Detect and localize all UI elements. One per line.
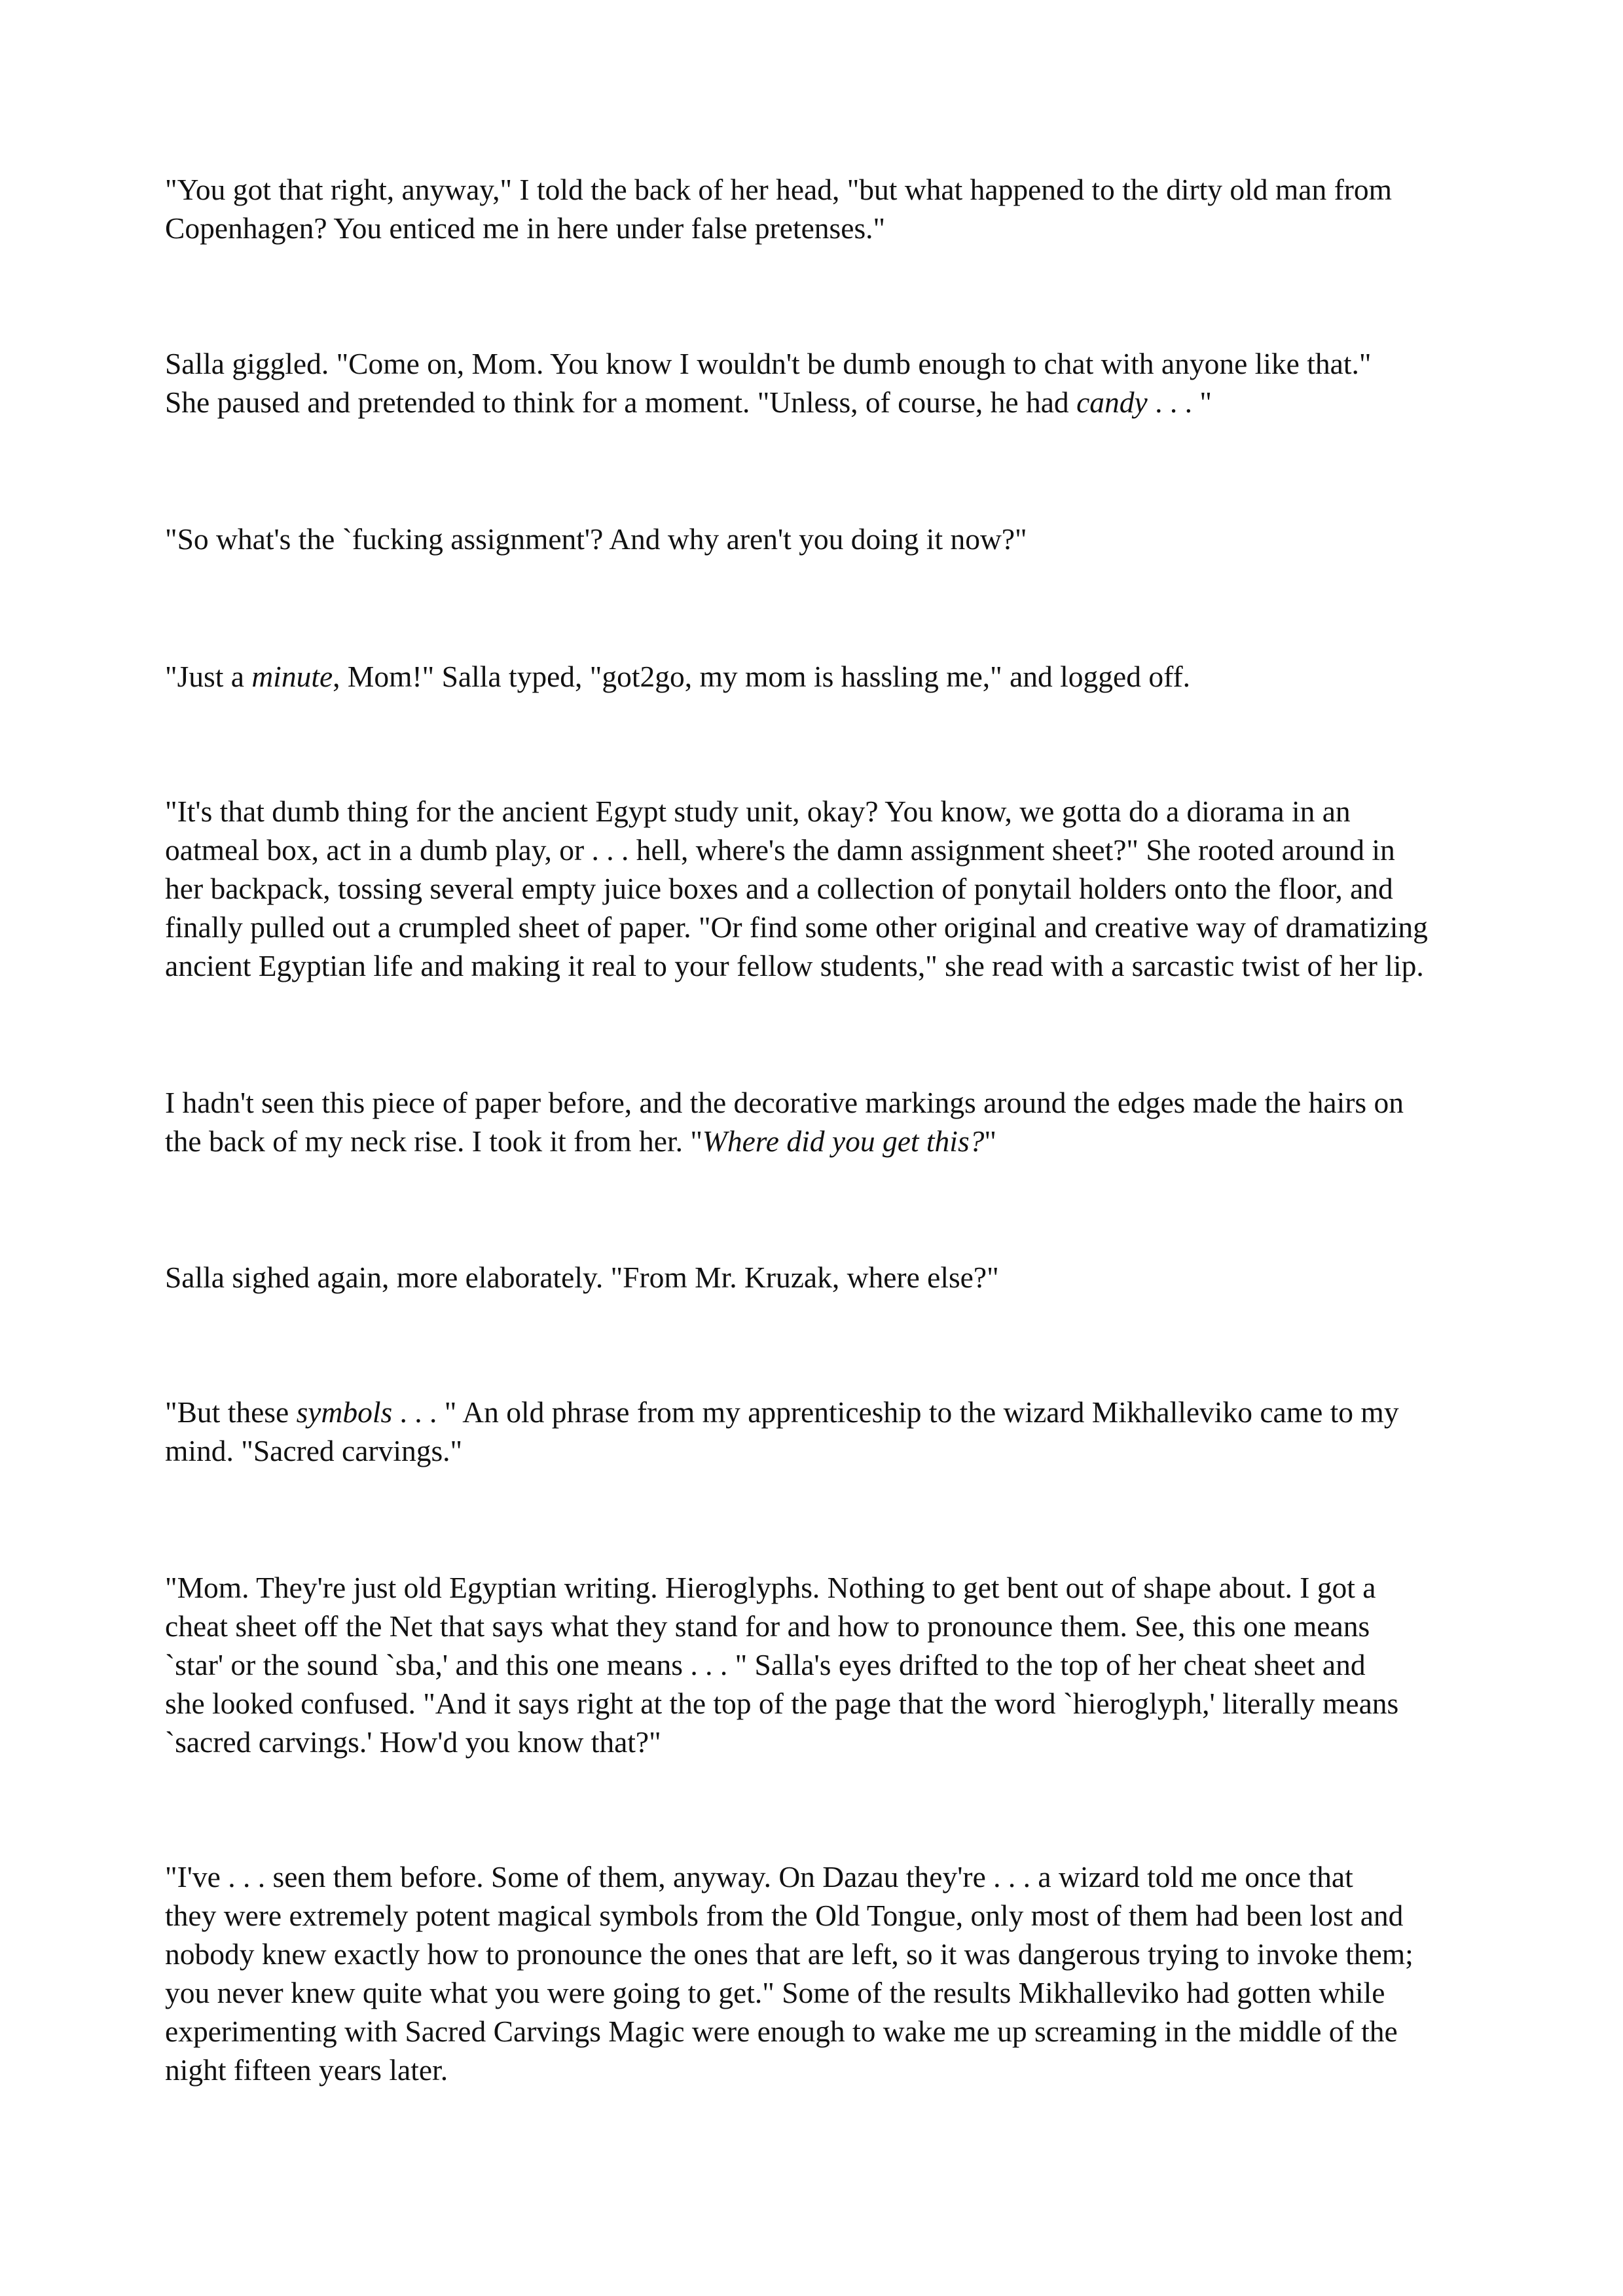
italic-text-run: symbols: [296, 1395, 393, 1429]
paragraph: [165, 170, 1468, 247]
text-line: [165, 1607, 1468, 1645]
paragraph: [165, 344, 1468, 422]
text-run: `star' or the sound `sba,' and this one means . . . " Salla's eyes drifted to the top of her cheat sheet and: [165, 1648, 1366, 1681]
text-run: "It's that dumb thing for the ancient Egypt study unit, okay? You know, we gotta do a diorama in an: [165, 795, 1351, 828]
text-run: "So what's the `fucking assignment'? And why aren't you doing it now?": [165, 522, 1027, 556]
paragraph: [165, 792, 1468, 985]
text-run: "But these: [165, 1395, 297, 1429]
italic-text-run: minute: [251, 660, 333, 693]
text-run: I hadn't seen this piece of paper before, and the decorative markings around the edges made the hairs on: [165, 1086, 1404, 1119]
text-run: , Mom!" Salla typed, "got2go, my mom is hassling me," and logged off.: [333, 660, 1190, 693]
text-line: [165, 1122, 1468, 1160]
text-line: [165, 1393, 1468, 1431]
text-run: ancient Egyptian life and making it real to your fellow students," she read with a sarcastic twist of her lip.: [165, 949, 1424, 982]
text-line: [165, 792, 1468, 831]
text-run: the back of my neck rise. I took it from her. ": [165, 1124, 702, 1158]
paragraph: [165, 657, 1468, 696]
text-run: Salla giggled. "Come on, Mom. You know I wouldn't be dumb enough to chat with anyone like that.": [165, 347, 1372, 380]
text-run: "You got that right, anyway," I told the back of her head, "but what happened to the dirty old man from: [165, 173, 1393, 206]
text-line: [165, 1896, 1468, 1935]
text-line: [165, 170, 1468, 209]
paragraph: [165, 1258, 1468, 1297]
text-run: . . . ": [1147, 386, 1212, 419]
text-line: [165, 1431, 1468, 1470]
text-line: [165, 1083, 1468, 1122]
text-run: She paused and pretended to think for a moment. "Unless, of course, he had: [165, 386, 1077, 419]
text-line: [165, 1857, 1468, 1896]
text-line: [165, 1723, 1468, 1761]
text-run: she looked confused. "And it says right at the top of the page that the word `hieroglyph,' literally means: [165, 1687, 1399, 1720]
text-run: ": [984, 1124, 996, 1158]
text-line: [165, 831, 1468, 869]
text-run: Salla sighed again, more elaborately. "From Mr. Kruzak, where else?": [165, 1261, 999, 1294]
text-run: . . . " An old phrase from my apprenticeship to the wizard Mikhalleviko came to my: [392, 1395, 1399, 1429]
text-run: mind. "Sacred carvings.": [165, 1434, 463, 1467]
text-run: they were extremely potent magical symbols from the Old Tongue, only most of them had been lost and: [165, 1899, 1404, 1932]
italic-text-run: candy: [1076, 386, 1148, 419]
italic-text-run: Where did you get this?: [702, 1124, 985, 1158]
text-run: her backpack, tossing several empty juice boxes and a collection of ponytail holders onto the floor, and: [165, 872, 1393, 905]
text-line: [165, 1973, 1468, 2012]
text-run: "I've . . . seen them before. Some of them, anyway. On Dazau they're . . . a wizard told me once that: [165, 1860, 1353, 1893]
text-line: [165, 2012, 1468, 2051]
text-run: finally pulled out a crumpled sheet of paper. "Or find some other original and creative way of dramatizing: [165, 910, 1428, 944]
text-line: [165, 383, 1468, 422]
text-line: [165, 946, 1468, 985]
text-run: "Just a: [165, 660, 252, 693]
text-run: "Mom. They're just old Egyptian writing. Hieroglyphs. Nothing to get bent out of shape about. I got a: [165, 1571, 1376, 1604]
text-run: `sacred carvings.' How'd you know that?": [165, 1725, 661, 1759]
paragraph: [165, 1393, 1468, 1470]
paragraph: [165, 520, 1468, 558]
text-line: [165, 657, 1468, 696]
text-line: [165, 1935, 1468, 1973]
text-line: [165, 1258, 1468, 1297]
paragraph: [165, 1857, 1468, 2089]
text-line: [165, 1645, 1468, 1684]
text-line: [165, 209, 1468, 247]
text-run: Copenhagen? You enticed me in here under false pretenses.": [165, 211, 886, 245]
paragraph: [165, 1083, 1468, 1160]
text-line: [165, 869, 1468, 908]
text-run: experimenting with Sacred Carvings Magic were enough to wake me up screaming in the middle of the: [165, 2015, 1398, 2048]
text-line: [165, 1684, 1468, 1723]
paragraph: [165, 1568, 1468, 1761]
text-line: [165, 344, 1468, 383]
text-run: night fifteen years later.: [165, 2053, 448, 2087]
text-line: [165, 1568, 1468, 1607]
text-run: oatmeal box, act in a dumb play, or . . . hell, where's the damn assignment sheet?" She rooted around in: [165, 833, 1395, 867]
text-line: [165, 908, 1468, 946]
text-run: cheat sheet off the Net that says what they stand for and how to pronounce them. See, this one means: [165, 1609, 1370, 1643]
text-run: nobody knew exactly how to pronounce the ones that are left, so it was dangerous trying to invoke them;: [165, 1937, 1413, 1971]
text-line: [165, 2051, 1468, 2089]
text-run: you never knew quite what you were going to get." Some of the results Mikhalleviko had gotten while: [165, 1976, 1385, 2009]
text-line: [165, 520, 1468, 558]
